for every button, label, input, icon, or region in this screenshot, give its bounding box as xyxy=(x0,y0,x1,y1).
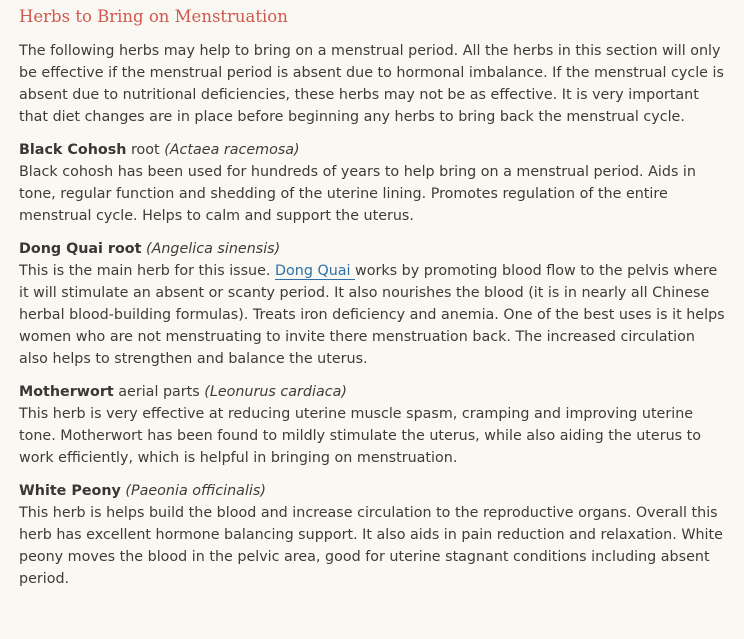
herb-part: root xyxy=(126,142,165,158)
herb-part: aerial parts xyxy=(113,384,205,400)
herb-description-rest: works by promoting blood flow to the pelvis where it will stimulate an absent or scanty period. It also nourishes the blood (it is in nearly all Chinese herbal blood-building formulas). Treats iron deficiency and anemia. One of the best uses is it helps women who are not menstruating to invite there menstruation back. The increased circulation also helps to strengthen and balance the uterus. xyxy=(19,263,725,367)
herb-name: Motherwort xyxy=(19,384,114,400)
herb-entry-dong-quai xyxy=(19,238,726,370)
herb-name: White Peony xyxy=(19,483,121,499)
herb-title xyxy=(19,139,726,161)
herb-latin-name: (Paeonia officinalis) xyxy=(125,483,266,499)
herb-description: This herb is helps build the blood and increase circulation to the reproductive organs. Overall this herb has excellent hormone balancing support. It also aids in pain reduction and relaxation. White peony moves the blood in the pelvic area, good for uterine stagnant conditions including absent period. xyxy=(19,505,723,587)
herb-description-start: This is the main herb for this issue. xyxy=(19,263,276,279)
section-heading: Herbs to Bring on Menstruation xyxy=(19,7,288,26)
herb-latin-name: (Leonurus cardiaca) xyxy=(204,384,347,400)
herb-entry-motherwort xyxy=(19,381,726,469)
herb-description xyxy=(19,260,726,370)
dong-quai-link[interactable]: Dong Quai xyxy=(275,263,356,279)
herb-title xyxy=(19,238,726,260)
intro-paragraph: The following herbs may help to bring on a menstrual period. All the herbs in this section will only be effective if the menstrual period is absent due to hormonal imbalance. If the menstrual cycle is absent due to nutritional deficiencies, these herbs may not be as effective. It is very important that diet changes are in place before beginning any herbs to bring back the menstrual cycle. xyxy=(19,43,724,125)
herb-entry-black-cohosh xyxy=(19,139,726,227)
herb-description: Black cohosh has been used for hundreds of years to help bring on a menstrual period. Aids in tone, regular function and shedding of the uterine lining. Promotes regulation of the entire menstrual cycle. Helps to calm and support the uterus. xyxy=(19,164,696,224)
herb-name: Dong Quai root xyxy=(19,241,142,257)
herb-latin-name: (Actaea racemosa) xyxy=(164,142,300,158)
herb-latin-name: (Angelica sinensis) xyxy=(146,241,281,257)
herb-name: Black Cohosh xyxy=(19,142,127,158)
herb-title xyxy=(19,381,726,403)
herb-title xyxy=(19,480,726,502)
herb-entry-white-peony xyxy=(19,480,726,590)
herb-description: This herb is very effective at reducing uterine muscle spasm, cramping and improving uterine tone. Motherwort has been found to mildly stimulate the uterus, while also aiding the uterus to work efficiently, which is helpful in bringing on menstruation. xyxy=(19,406,701,466)
